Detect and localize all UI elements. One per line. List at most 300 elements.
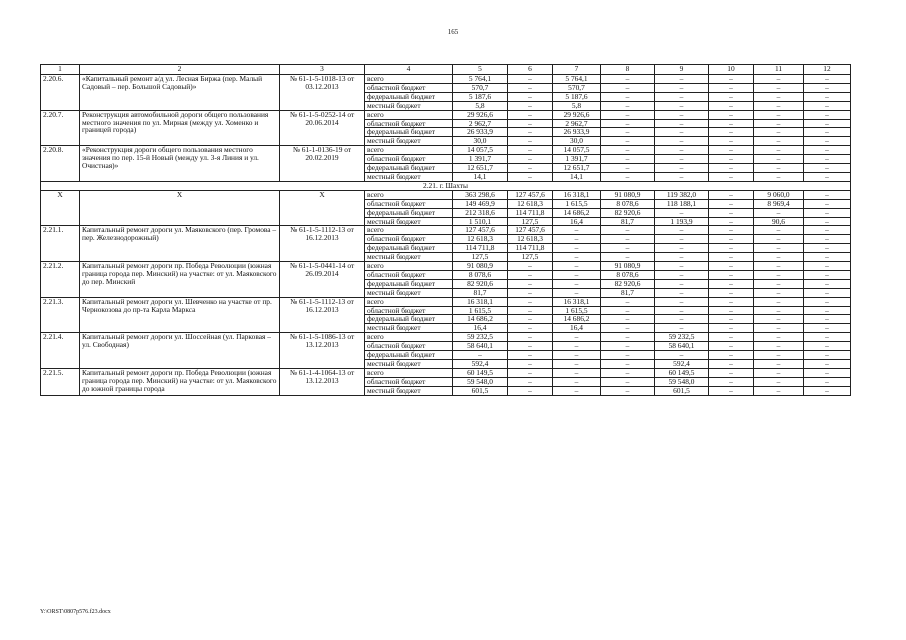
amount-cell: 592,4 — [655, 360, 709, 369]
funding-source: всего — [365, 262, 453, 271]
entry-document: № 61-1-5-1112-13 от 16.12.2013 — [280, 297, 365, 333]
amount-cell: 570,7 — [553, 83, 601, 92]
table-row — [41, 262, 851, 271]
funding-source: федеральный бюджет — [365, 351, 453, 360]
amount-cell: – — [804, 386, 851, 395]
entry-title: Капитальный ремонт дороги ул. Шоссейная (ул. Парковая – ул. Свободная) — [80, 333, 280, 369]
amount-cell: 91 080,9 — [453, 262, 508, 271]
amount-cell: – — [709, 360, 754, 369]
amount-cell: – — [655, 253, 709, 262]
x-mark: Х — [41, 190, 80, 226]
amount-cell: – — [709, 377, 754, 386]
amount-cell: – — [655, 351, 709, 360]
amount-cell: – — [754, 288, 804, 297]
amount-cell: 14,1 — [553, 172, 601, 181]
amount-cell: – — [553, 351, 601, 360]
entry-code: 2.20.7. — [41, 110, 80, 146]
amount-cell: 8 078,6 — [601, 270, 655, 279]
entry-code: 2.21.2. — [41, 262, 80, 298]
amount-cell: – — [804, 190, 851, 199]
funding-source: областной бюджет — [365, 306, 453, 315]
table-row — [41, 368, 851, 377]
amount-cell: – — [655, 83, 709, 92]
amount-cell: – — [553, 262, 601, 271]
amount-cell: – — [754, 279, 804, 288]
amount-cell: 82 920,6 — [601, 208, 655, 217]
amount-cell: – — [754, 146, 804, 155]
amount-cell: – — [655, 128, 709, 137]
amount-cell: 8 078,6 — [453, 270, 508, 279]
funding-source: всего — [365, 110, 453, 119]
amount-cell: 114 711,8 — [508, 244, 553, 253]
entry-title: Реконструкция автомобильной дороги общего пользования местного значения по ул. Мирная (между ул. Хоменко и границей города) — [80, 110, 280, 146]
amount-cell: – — [601, 253, 655, 262]
amount-cell: – — [754, 360, 804, 369]
entry-code: 2.21.1. — [41, 226, 80, 262]
amount-cell: – — [754, 351, 804, 360]
entry-document: № 61-1-5-1112-13 от 16.12.2013 — [280, 226, 365, 262]
funding-source: федеральный бюджет — [365, 279, 453, 288]
amount-cell: – — [553, 270, 601, 279]
funding-source: всего — [365, 333, 453, 342]
amount-cell: – — [709, 306, 754, 315]
amount-cell: – — [553, 279, 601, 288]
amount-cell: – — [754, 253, 804, 262]
amount-cell: – — [508, 262, 553, 271]
amount-cell: 592,4 — [453, 360, 508, 369]
amount-cell: – — [709, 288, 754, 297]
amount-cell: – — [709, 146, 754, 155]
amount-cell: 127,5 — [508, 217, 553, 226]
amount-cell: – — [754, 342, 804, 351]
amount-cell: 16,4 — [553, 217, 601, 226]
amount-cell: – — [508, 297, 553, 306]
section-title: 2.21. г. Шахты — [41, 181, 851, 190]
amount-cell: 9 060,0 — [754, 190, 804, 199]
budget-table — [40, 64, 851, 396]
amount-cell: – — [601, 315, 655, 324]
amount-cell: 12 618,3 — [508, 199, 553, 208]
amount-cell: – — [655, 226, 709, 235]
entry-title: Капитальный ремонт дороги ул. Маяковского (пер. Громова – пер. Железнодорожный) — [80, 226, 280, 262]
amount-cell: – — [553, 386, 601, 395]
amount-cell: – — [709, 155, 754, 164]
amount-cell: – — [709, 297, 754, 306]
amount-cell: – — [553, 235, 601, 244]
funding-source: областной бюджет — [365, 119, 453, 128]
amount-cell: – — [754, 137, 804, 146]
funding-source: федеральный бюджет — [365, 244, 453, 253]
column-number: 9 — [655, 65, 709, 75]
amount-cell: – — [709, 92, 754, 101]
funding-source: местный бюджет — [365, 137, 453, 146]
funding-source: областной бюджет — [365, 377, 453, 386]
amount-cell: 90,6 — [754, 217, 804, 226]
section-row — [41, 181, 851, 190]
amount-cell: – — [754, 333, 804, 342]
amount-cell: – — [601, 244, 655, 253]
amount-cell: – — [601, 377, 655, 386]
table-row — [41, 297, 851, 306]
amount-cell: 16 318,1 — [553, 297, 601, 306]
amount-cell: 29 926,6 — [553, 110, 601, 119]
amount-cell: – — [508, 368, 553, 377]
amount-cell: – — [804, 288, 851, 297]
amount-cell: – — [804, 172, 851, 181]
amount-cell: – — [804, 351, 851, 360]
amount-cell: 5 187,6 — [453, 92, 508, 101]
amount-cell: – — [601, 164, 655, 173]
amount-cell: 149 469,9 — [453, 199, 508, 208]
amount-cell: – — [553, 333, 601, 342]
amount-cell: 81,7 — [601, 288, 655, 297]
amount-cell: 16,4 — [453, 324, 508, 333]
amount-cell: 14 686,2 — [453, 315, 508, 324]
amount-cell: – — [655, 75, 709, 84]
x-mark: Х — [80, 190, 280, 226]
amount-cell: 14,1 — [453, 172, 508, 181]
amount-cell: – — [655, 101, 709, 110]
funding-source: федеральный бюджет — [365, 92, 453, 101]
amount-cell: – — [804, 75, 851, 84]
amount-cell: – — [553, 288, 601, 297]
amount-cell: – — [601, 75, 655, 84]
x-mark: Х — [280, 190, 365, 226]
amount-cell: – — [601, 333, 655, 342]
amount-cell: – — [804, 83, 851, 92]
amount-cell: – — [601, 83, 655, 92]
entry-title: «Капитальный ремонт а/д ул. Лесная Биржа (пер. Малый Садовый – пер. Большой Садовый)» — [80, 75, 280, 111]
amount-cell: – — [601, 351, 655, 360]
amount-cell: – — [804, 377, 851, 386]
amount-cell: – — [709, 386, 754, 395]
amount-cell: – — [655, 262, 709, 271]
amount-cell: 601,5 — [655, 386, 709, 395]
amount-cell: – — [601, 137, 655, 146]
amount-cell: – — [754, 164, 804, 173]
amount-cell: – — [601, 146, 655, 155]
amount-cell: – — [601, 119, 655, 128]
amount-cell: – — [655, 279, 709, 288]
amount-cell: – — [601, 342, 655, 351]
entry-document: № 61-1-5-0252-14 от 20.06.2014 — [280, 110, 365, 146]
amount-cell: 58 640,1 — [655, 342, 709, 351]
amount-cell: 14 057,5 — [553, 146, 601, 155]
amount-cell: – — [508, 279, 553, 288]
amount-cell: – — [508, 386, 553, 395]
amount-cell: – — [804, 315, 851, 324]
amount-cell: 1 615,5 — [453, 306, 508, 315]
amount-cell: 30,0 — [453, 137, 508, 146]
amount-cell: – — [508, 101, 553, 110]
amount-cell: – — [601, 110, 655, 119]
amount-cell: 12 618,3 — [508, 235, 553, 244]
amount-cell: – — [754, 83, 804, 92]
amount-cell: – — [601, 172, 655, 181]
amount-cell: – — [804, 235, 851, 244]
amount-cell: 114 711,8 — [508, 208, 553, 217]
amount-cell: 5 187,6 — [553, 92, 601, 101]
amount-cell: – — [508, 92, 553, 101]
amount-cell: 363 298,6 — [453, 190, 508, 199]
amount-cell: 91 080,9 — [601, 262, 655, 271]
amount-cell: – — [709, 128, 754, 137]
amount-cell: – — [508, 110, 553, 119]
amount-cell: – — [553, 377, 601, 386]
funding-source: местный бюджет — [365, 101, 453, 110]
amount-cell: 8 969,4 — [754, 199, 804, 208]
table-row — [41, 110, 851, 119]
amount-cell: – — [709, 351, 754, 360]
amount-cell: 5,8 — [553, 101, 601, 110]
amount-cell: – — [754, 324, 804, 333]
amount-cell: – — [601, 297, 655, 306]
amount-cell: – — [709, 137, 754, 146]
amount-cell: – — [655, 92, 709, 101]
amount-cell: 59 232,5 — [655, 333, 709, 342]
amount-cell: – — [804, 270, 851, 279]
amount-cell: – — [709, 208, 754, 217]
amount-cell: – — [709, 262, 754, 271]
entry-title: Капитальный ремонт дороги ул. Шевченко на участке от пр. Чернокозова до пр-та Карла Маркса — [80, 297, 280, 333]
amount-cell: – — [754, 75, 804, 84]
table-row — [41, 146, 851, 155]
entry-document: № 61-1-0136-19 от 20.02.2019 — [280, 146, 365, 182]
amount-cell: – — [553, 368, 601, 377]
amount-cell: – — [508, 288, 553, 297]
funding-source: местный бюджет — [365, 253, 453, 262]
amount-cell: 14 686,2 — [553, 208, 601, 217]
amount-cell: 118 188,1 — [655, 199, 709, 208]
amount-cell: – — [508, 315, 553, 324]
amount-cell: – — [655, 155, 709, 164]
amount-cell: – — [601, 92, 655, 101]
amount-cell: 127 457,6 — [508, 226, 553, 235]
amount-cell: 59 548,0 — [655, 377, 709, 386]
column-number: 8 — [601, 65, 655, 75]
funding-source: местный бюджет — [365, 288, 453, 297]
amount-cell: – — [754, 92, 804, 101]
amount-cell: – — [709, 279, 754, 288]
amount-cell: – — [655, 315, 709, 324]
column-number: 6 — [508, 65, 553, 75]
amount-cell: 1 193,9 — [655, 217, 709, 226]
amount-cell: 16 318,1 — [553, 190, 601, 199]
column-number: 2 — [80, 65, 280, 75]
amount-cell: – — [804, 128, 851, 137]
amount-cell: 26 933,9 — [553, 128, 601, 137]
amount-cell: – — [804, 333, 851, 342]
amount-cell: 5 764,1 — [453, 75, 508, 84]
amount-cell: – — [601, 306, 655, 315]
amount-cell: 2 962,7 — [553, 119, 601, 128]
amount-cell: 59 232,5 — [453, 333, 508, 342]
amount-cell: – — [508, 324, 553, 333]
amount-cell: 29 926,6 — [453, 110, 508, 119]
column-number-row — [41, 65, 851, 75]
amount-cell: – — [804, 279, 851, 288]
amount-cell: – — [508, 377, 553, 386]
table-row — [41, 75, 851, 84]
amount-cell: – — [553, 342, 601, 351]
amount-cell: 81,7 — [601, 217, 655, 226]
column-number: 3 — [280, 65, 365, 75]
entry-code: 2.21.5. — [41, 368, 80, 395]
amount-cell: 127 457,6 — [453, 226, 508, 235]
amount-cell: – — [601, 101, 655, 110]
amount-cell: – — [709, 315, 754, 324]
amount-cell: – — [754, 297, 804, 306]
footer-path: Y:\ORST\0807p576.f23.docx — [40, 609, 111, 615]
amount-cell: – — [709, 368, 754, 377]
amount-cell: – — [754, 368, 804, 377]
amount-cell: – — [804, 368, 851, 377]
amount-cell: – — [709, 342, 754, 351]
amount-cell: – — [754, 377, 804, 386]
amount-cell: 212 318,6 — [453, 208, 508, 217]
amount-cell: 26 933,9 — [453, 128, 508, 137]
amount-cell: – — [508, 75, 553, 84]
amount-cell: – — [508, 155, 553, 164]
column-number: 4 — [365, 65, 453, 75]
amount-cell: 81,7 — [453, 288, 508, 297]
amount-cell: 58 640,1 — [453, 342, 508, 351]
amount-cell: – — [754, 226, 804, 235]
amount-cell: – — [804, 342, 851, 351]
amount-cell: – — [709, 119, 754, 128]
amount-cell: – — [709, 172, 754, 181]
entry-title: Капитальный ремонт дороги пр. Победа Революции (южная граница города пер. Минский) на участке: от ул. Маяковского до пер. Минский — [80, 262, 280, 298]
entry-code: 2.21.4. — [41, 333, 80, 369]
amount-cell: 5,8 — [453, 101, 508, 110]
amount-cell: 119 382,0 — [655, 190, 709, 199]
amount-cell: 127,5 — [453, 253, 508, 262]
amount-cell: – — [709, 164, 754, 173]
amount-cell: – — [601, 235, 655, 244]
amount-cell: 127,5 — [508, 253, 553, 262]
amount-cell: – — [601, 128, 655, 137]
table-row — [41, 226, 851, 235]
amount-cell: – — [601, 155, 655, 164]
amount-cell: – — [804, 324, 851, 333]
amount-cell: – — [709, 235, 754, 244]
amount-cell: – — [508, 172, 553, 181]
page-number: 165 — [447, 28, 459, 36]
funding-source: всего — [365, 226, 453, 235]
amount-cell: – — [655, 110, 709, 119]
amount-cell: 1 391,7 — [553, 155, 601, 164]
amount-cell: 5 764,1 — [553, 75, 601, 84]
column-number: 5 — [453, 65, 508, 75]
amount-cell: – — [709, 199, 754, 208]
amount-cell: – — [655, 297, 709, 306]
funding-source: всего — [365, 297, 453, 306]
amount-cell: – — [804, 137, 851, 146]
amount-cell: – — [804, 199, 851, 208]
amount-cell: 82 920,6 — [601, 279, 655, 288]
amount-cell: – — [601, 324, 655, 333]
amount-cell: – — [655, 244, 709, 253]
amount-cell: – — [553, 226, 601, 235]
amount-cell: 8 078,6 — [601, 199, 655, 208]
amount-cell: – — [804, 119, 851, 128]
amount-cell: – — [508, 306, 553, 315]
amount-cell: 1 615,5 — [553, 306, 601, 315]
amount-cell: – — [804, 101, 851, 110]
amount-cell: – — [754, 244, 804, 253]
amount-cell: – — [508, 83, 553, 92]
amount-cell: – — [804, 92, 851, 101]
entry-code: 2.21.3. — [41, 297, 80, 333]
amount-cell: – — [709, 101, 754, 110]
amount-cell: – — [754, 315, 804, 324]
amount-cell: – — [453, 351, 508, 360]
amount-cell: – — [754, 306, 804, 315]
amount-cell: 82 920,6 — [453, 279, 508, 288]
column-number: 1 — [41, 65, 80, 75]
amount-cell: – — [754, 262, 804, 271]
entry-document: № 61-1-5-0441-14 от 26.09.2014 — [280, 262, 365, 298]
amount-cell: – — [709, 75, 754, 84]
amount-cell: – — [508, 164, 553, 173]
amount-cell: – — [804, 110, 851, 119]
amount-cell: 114 711,8 — [453, 244, 508, 253]
amount-cell: – — [754, 155, 804, 164]
amount-cell: – — [804, 155, 851, 164]
amount-cell: – — [508, 137, 553, 146]
amount-cell: – — [709, 226, 754, 235]
amount-cell: 570,7 — [453, 83, 508, 92]
amount-cell: – — [655, 324, 709, 333]
amount-cell: – — [601, 386, 655, 395]
amount-cell: – — [553, 244, 601, 253]
amount-cell: – — [754, 386, 804, 395]
amount-cell: – — [655, 172, 709, 181]
amount-cell: 1 391,7 — [453, 155, 508, 164]
table-row — [41, 333, 851, 342]
entry-title: Капитальный ремонт дороги пр. Победа Революции (южная граница города пер. Минский) на участке: от ул. Маяковского до южной границы города — [80, 368, 280, 395]
funding-source: областной бюджет — [365, 270, 453, 279]
amount-cell: 1 615,5 — [553, 199, 601, 208]
amount-cell: – — [754, 101, 804, 110]
amount-cell: 12 618,3 — [453, 235, 508, 244]
amount-cell: – — [508, 128, 553, 137]
amount-cell: – — [655, 208, 709, 217]
amount-cell: 59 548,0 — [453, 377, 508, 386]
column-number: 11 — [754, 65, 804, 75]
amount-cell: – — [804, 360, 851, 369]
amount-cell: – — [804, 217, 851, 226]
funding-source: местный бюджет — [365, 217, 453, 226]
amount-cell: – — [754, 110, 804, 119]
amount-cell: – — [709, 324, 754, 333]
funding-source: местный бюджет — [365, 324, 453, 333]
entry-code: 2.20.8. — [41, 146, 80, 182]
amount-cell: – — [655, 164, 709, 173]
amount-cell: – — [508, 360, 553, 369]
funding-source: областной бюджет — [365, 155, 453, 164]
funding-source: всего — [365, 368, 453, 377]
entry-document: № 61-1-4-1064-13 от 13.12.2013 — [280, 368, 365, 395]
amount-cell: – — [709, 253, 754, 262]
funding-source: федеральный бюджет — [365, 208, 453, 217]
amount-cell: – — [655, 235, 709, 244]
amount-cell: – — [508, 342, 553, 351]
table-row — [41, 190, 851, 199]
amount-cell: – — [709, 270, 754, 279]
amount-cell: – — [601, 368, 655, 377]
amount-cell: – — [508, 333, 553, 342]
